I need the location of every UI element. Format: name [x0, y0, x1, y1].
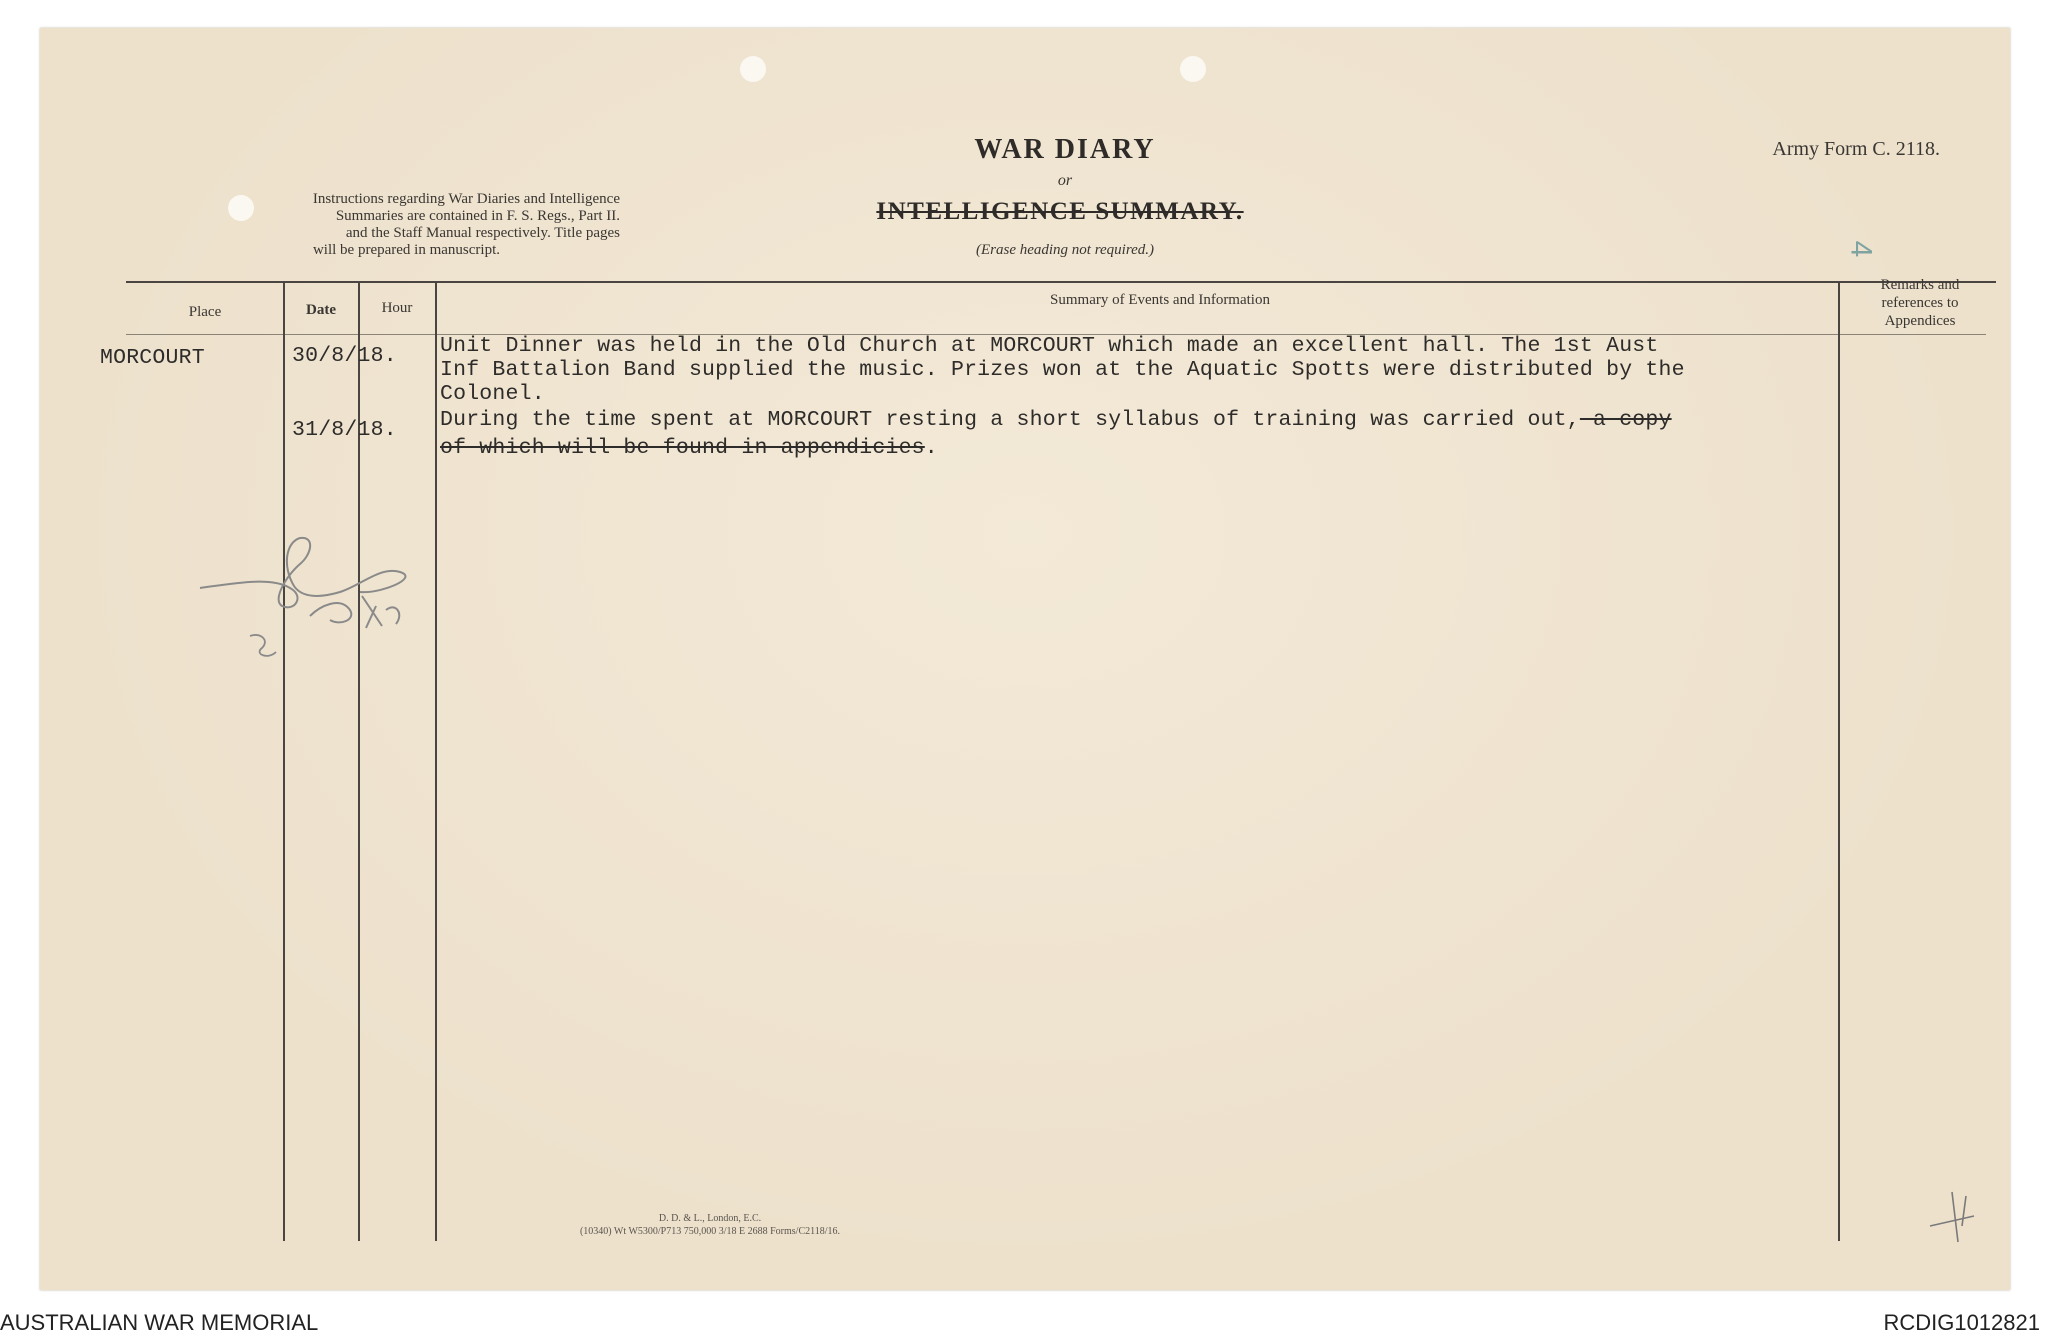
diary-title: WAR DIARY — [974, 134, 1156, 165]
column-header-remarks — [1845, 276, 1995, 330]
struck-text: a copy — [1579, 408, 1672, 432]
column-header-hour: Hour — [381, 300, 413, 316]
remarks-header-line: Remarks and — [1880, 277, 1960, 293]
army-form-number: Army Form C. 2118. — [1772, 138, 1940, 160]
printer-imprint — [460, 1212, 960, 1238]
column-divider — [435, 283, 437, 1241]
entry-date: 30/8/18. — [292, 344, 397, 368]
erase-note: (Erase heading not required.) — [975, 242, 1155, 258]
title-or: or — [1057, 172, 1073, 189]
archive-caption-right: RCDIG1012821 — [1883, 1310, 2040, 1335]
entry-line — [440, 436, 938, 460]
punch-hole — [1180, 56, 1206, 82]
printer-line: (10340) Wt W5300/P713 750,000 3/18 E 2688 Forms/C2118/16. — [579, 1226, 841, 1237]
column-divider — [1838, 283, 1840, 1241]
punch-hole — [740, 56, 766, 82]
column-header-date: Date — [306, 302, 336, 318]
entry-date: 31/8/18. — [292, 418, 397, 442]
pencil-mark — [1922, 1186, 1982, 1246]
struck-title: INTELLIGENCE SUMMARY. — [876, 198, 1244, 225]
remarks-header-line: Appendices — [1884, 313, 1956, 329]
table-top-rule — [126, 281, 1996, 283]
instructions-line: Summaries are contained in F. S. Regs., Part II. — [335, 208, 620, 224]
entry-line: Inf Battalion Band supplied the music. Prizes won at the Aquatic Spotts were distributed by the — [440, 358, 1685, 382]
remarks-header-line: references to — [1881, 295, 1959, 311]
entry-line: Colonel. — [440, 382, 545, 406]
struck-text: of which will be found in appendicies — [440, 436, 925, 460]
column-header-summary: Summary of Events and Information — [1050, 292, 1270, 308]
entry-text: During the time spent at MORCOURT resting a short syllabus of training was carried out, — [440, 408, 1580, 432]
column-header-place: Place — [188, 304, 222, 320]
instructions-line: Instructions regarding War Diaries and Intelligence — [312, 191, 620, 207]
entry-place: MORCOURT — [100, 346, 205, 370]
entry-line: Unit Dinner was held in the Old Church at MORCOURT which made an excellent hall. The 1st Aust — [440, 334, 1659, 358]
column-divider — [283, 283, 285, 1241]
instructions — [170, 191, 620, 259]
pencil-page-number: 4 — [1844, 240, 1878, 258]
pencil-initials — [190, 536, 450, 676]
printer-line: D. D. & L., London, E.C. — [658, 1213, 762, 1224]
instructions-line: will be prepared in manuscript. — [312, 242, 500, 258]
entry-line — [440, 408, 1672, 432]
entry-text: . — [924, 436, 938, 460]
instructions-line: and the Staff Manual respectively. Title pages — [345, 225, 620, 241]
archive-caption-left: AUSTRALIAN WAR MEMORIAL — [0, 1310, 319, 1335]
